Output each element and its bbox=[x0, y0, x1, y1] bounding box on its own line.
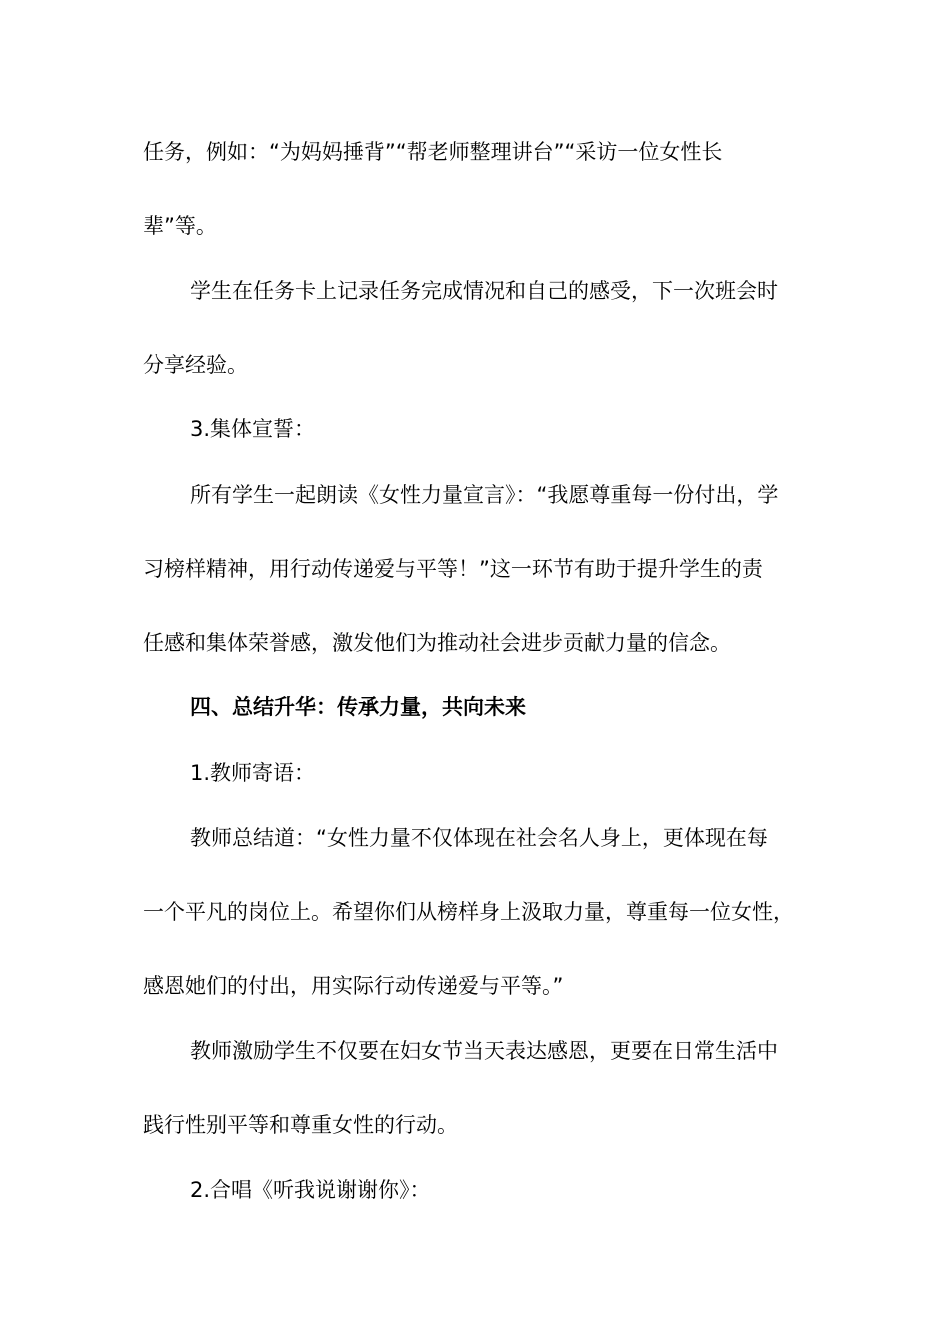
paragraph-line: 习榜样精神，用行动传递爱与平等！”这一环节有助于提升学生的责 bbox=[143, 557, 763, 581]
paragraph-line: 分享经验。 bbox=[143, 353, 248, 377]
paragraph-line: 一个平凡的岗位上。希望你们从榜样身上汲取力量，尊重每一位女性， bbox=[143, 900, 794, 924]
paragraph-line: 感恩她们的付出，用实际行动传递爱与平等。” bbox=[143, 974, 564, 998]
subheading: 1.教师寄语： bbox=[190, 761, 316, 785]
paragraph-line: 践行性别平等和尊重女性的行动。 bbox=[143, 1113, 458, 1137]
paragraph-line: 学生在任务卡上记录任务完成情况和自己的感受，下一次班会时 bbox=[190, 279, 778, 303]
subheading: 3.集体宣誓： bbox=[190, 417, 316, 441]
section-heading: 四、总结升华：传承力量，共向未来 bbox=[190, 695, 526, 719]
paragraph-line: 所有学生一起朗读《女性力量宣言》：“我愿尊重每一份付出，学 bbox=[190, 483, 779, 507]
paragraph-line: 教师总结道：“女性力量不仅体现在社会名人身上，更体现在每 bbox=[190, 826, 768, 850]
paragraph-line: 辈”等。 bbox=[143, 214, 217, 238]
paragraph-line: 任务，例如：“为妈妈捶背”“帮老师整理讲台”“采访一位女性长 bbox=[143, 140, 723, 164]
paragraph-line: 教师激励学生不仅要在妇女节当天表达感恩，更要在日常生活中 bbox=[190, 1039, 778, 1063]
paragraph-line: 任感和集体荣誉感，激发他们为推动社会进步贡献力量的信念。 bbox=[143, 631, 731, 655]
subheading: 2.合唱《听我说谢谢你》： bbox=[190, 1178, 431, 1202]
